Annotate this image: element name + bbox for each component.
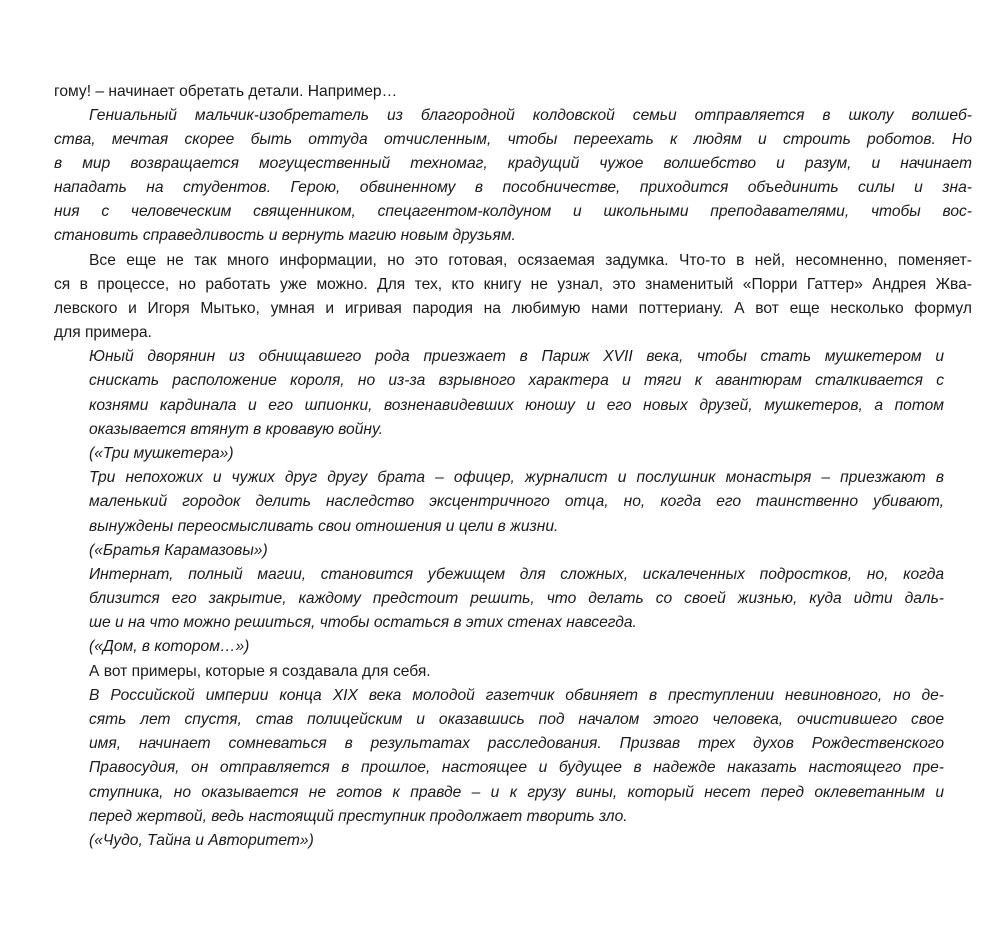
text-line: вынуждены переосмысливать свои отношения и цели в жизни. [89, 518, 559, 535]
text-line: левского и Игоря Мытько, умная и игривая пародия на любимую нами поттериану. А вот еще несколько формул [54, 300, 972, 317]
text-line: сять лет спустя, став полицейским и оказавшись под началом этого человека, очистившего свое [89, 711, 944, 728]
text-line: («Три мушкетера») [89, 445, 234, 462]
text-line: Интернат, полный магии, становится убежищем для сложных, искалеченных подростков, но, когда [89, 566, 944, 583]
text-line: близится его закрытие, каждому предстоит решить, что делать со своей жизнью, куда идти даль- [89, 590, 944, 607]
text-line: оказывается втянут в кровавую войну. [89, 421, 384, 438]
text-line: имя, начинает сомневаться в результатах расследования. Призвав трех духов Рождественского [89, 735, 944, 752]
text-line: кознями кардинала и его шпионки, возненавидевших юношу и его новых друзей, мушкетеров, а потом [89, 397, 944, 414]
text-line: ступника, но оказывается не готов к правде – и к грузу вины, который несет перед оклеветанным и [89, 784, 944, 801]
text-line: Юный дворянин из обнищавшего рода приезжает в Париж XVII века, чтобы стать мушкетером и [89, 348, 944, 365]
text-line: Правосудия, он отправляется в прошлое, настоящее и будущее в надежде наказать настоящего пре- [89, 759, 944, 776]
text-line: А вот примеры, которые я создавала для себя. [89, 663, 431, 680]
text-line: Гениальный мальчик-изобретатель из благородной колдовской семьи отправляется в школу волшеб- [89, 107, 972, 124]
text-line: ства, мечтая скорее быть оттуда отчисленным, чтобы переехать к людям и строить роботов. Но [54, 131, 972, 148]
text-line: перед жертвой, ведь настоящий преступник продолжает творить зло. [89, 808, 628, 825]
text-line: ся в процессе, но работать уже можно. Для тех, кто книгу не узнал, это знаменитый «Порри Гаттер» Андрея Жва- [54, 276, 972, 293]
text-line: («Дом, в котором…») [89, 638, 250, 655]
text-line: гому! – начинает обретать детали. Например… [54, 83, 398, 100]
text-line: для примера. [54, 324, 152, 341]
text-line: Все еще не так много информации, но это готовая, осязаемая задумка. Что-то в ней, несомненно, поменяет- [89, 252, 972, 269]
text-line: маленький городок делить наследство эксцентричного отца, но, когда его таинственно убивают, [89, 493, 944, 510]
text-line: («Братья Карамазовы») [89, 542, 268, 559]
text-line: ния с человеческим священником, спецагентом-колдуном и школьными преподавателями, чтобы вос- [54, 203, 972, 220]
text-line: Три непохожих и чужих друг другу брата – офицер, журналист и послушник монастыря – приезжают в [89, 469, 944, 486]
text-line: нападать на студентов. Герою, обвиненному в пособничестве, приходится объединить силы и зна- [54, 179, 972, 196]
text-line: снискать расположение короля, но из-за взрывного характера и тяги к авантюрам сталкивается с [89, 372, 944, 389]
text-line: («Чудо, Тайна и Авторитет») [89, 832, 314, 849]
text-line: в мир возвращается могущественный техномаг, крадущий чужое волшебство и разум, и начинает [54, 155, 972, 172]
text-line: В Российской империи конца XIX века молодой газетчик обвиняет в преступлении невиновного, но де- [89, 687, 944, 704]
text-line: ше и на что можно решиться, чтобы остаться в этих стенах навсегда. [89, 614, 637, 631]
text-line: становить справедливость и вернуть магию новым друзьям. [54, 227, 516, 244]
